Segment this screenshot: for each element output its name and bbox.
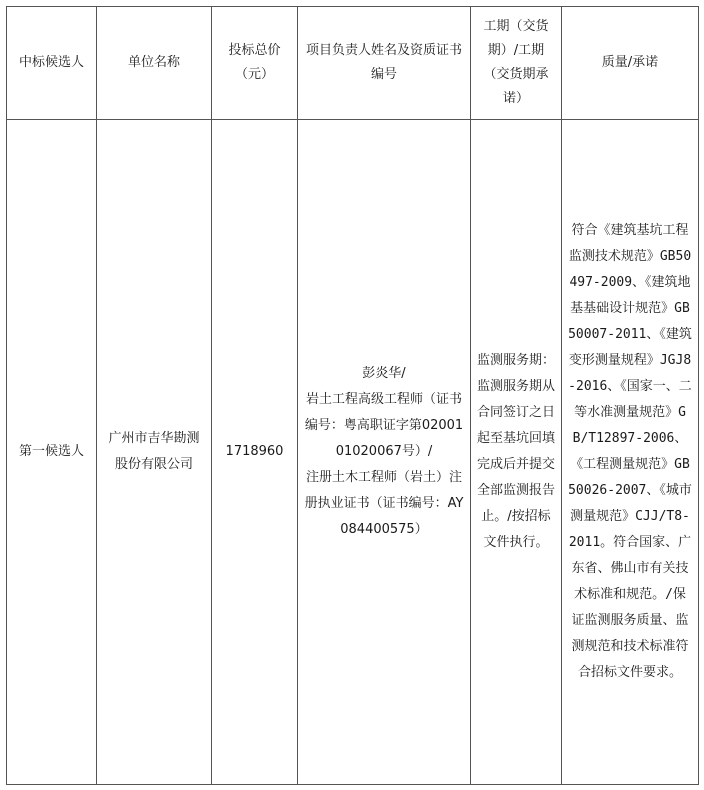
header-price: 投标总价（元） <box>212 7 298 120</box>
cell-company: 广州市吉华勘测股份有限公司 <box>97 120 212 785</box>
header-period: 工期（交货期）/工期（交货期承诺） <box>471 7 562 120</box>
manager-name: 彭炎华/ <box>362 366 406 381</box>
cell-period: 监测服务期：监测服务期从合同签订之日起至基坑回填完成后并提交全部监测报告止。/按招标文件执行。 <box>471 120 562 785</box>
table-header-row <box>7 7 699 120</box>
header-company: 单位名称 <box>97 7 212 120</box>
cell-candidate: 第一候选人 <box>7 120 97 785</box>
table-row <box>7 120 699 785</box>
bid-result-table <box>6 6 699 785</box>
header-quality: 质量/承诺 <box>562 7 699 120</box>
cell-manager <box>298 120 471 785</box>
header-manager: 项目负责人姓名及资质证书编号 <box>298 7 471 120</box>
manager-title-cert: 岩土工程高级工程师（证书编号：粤高职证字第0200101020067号）/ <box>304 392 464 459</box>
cell-price: 1718960 <box>212 120 298 785</box>
manager-registration-cert: 注册土木工程师（岩土）注册执业证书（证书编号：AY084400575） <box>304 470 464 537</box>
header-candidate: 中标候选人 <box>7 7 97 120</box>
cell-quality: 符合《建筑基坑工程监测技术规范》GB50497-2009、《建筑地基基础设计规范》GB50007-2011、《建筑变形测量规程》JGJ8-2016、《国家一、二等水准测量规范》GB/T12897-2006、《工程测量规范》GB50026-2007、《城市测量规范》CJJ/T8-2011。符合国家、广东省、佛山市有关技术标准和规范。/保证监测服务质量、监测规范和技术标准符合招标文件要求。 <box>562 120 699 785</box>
